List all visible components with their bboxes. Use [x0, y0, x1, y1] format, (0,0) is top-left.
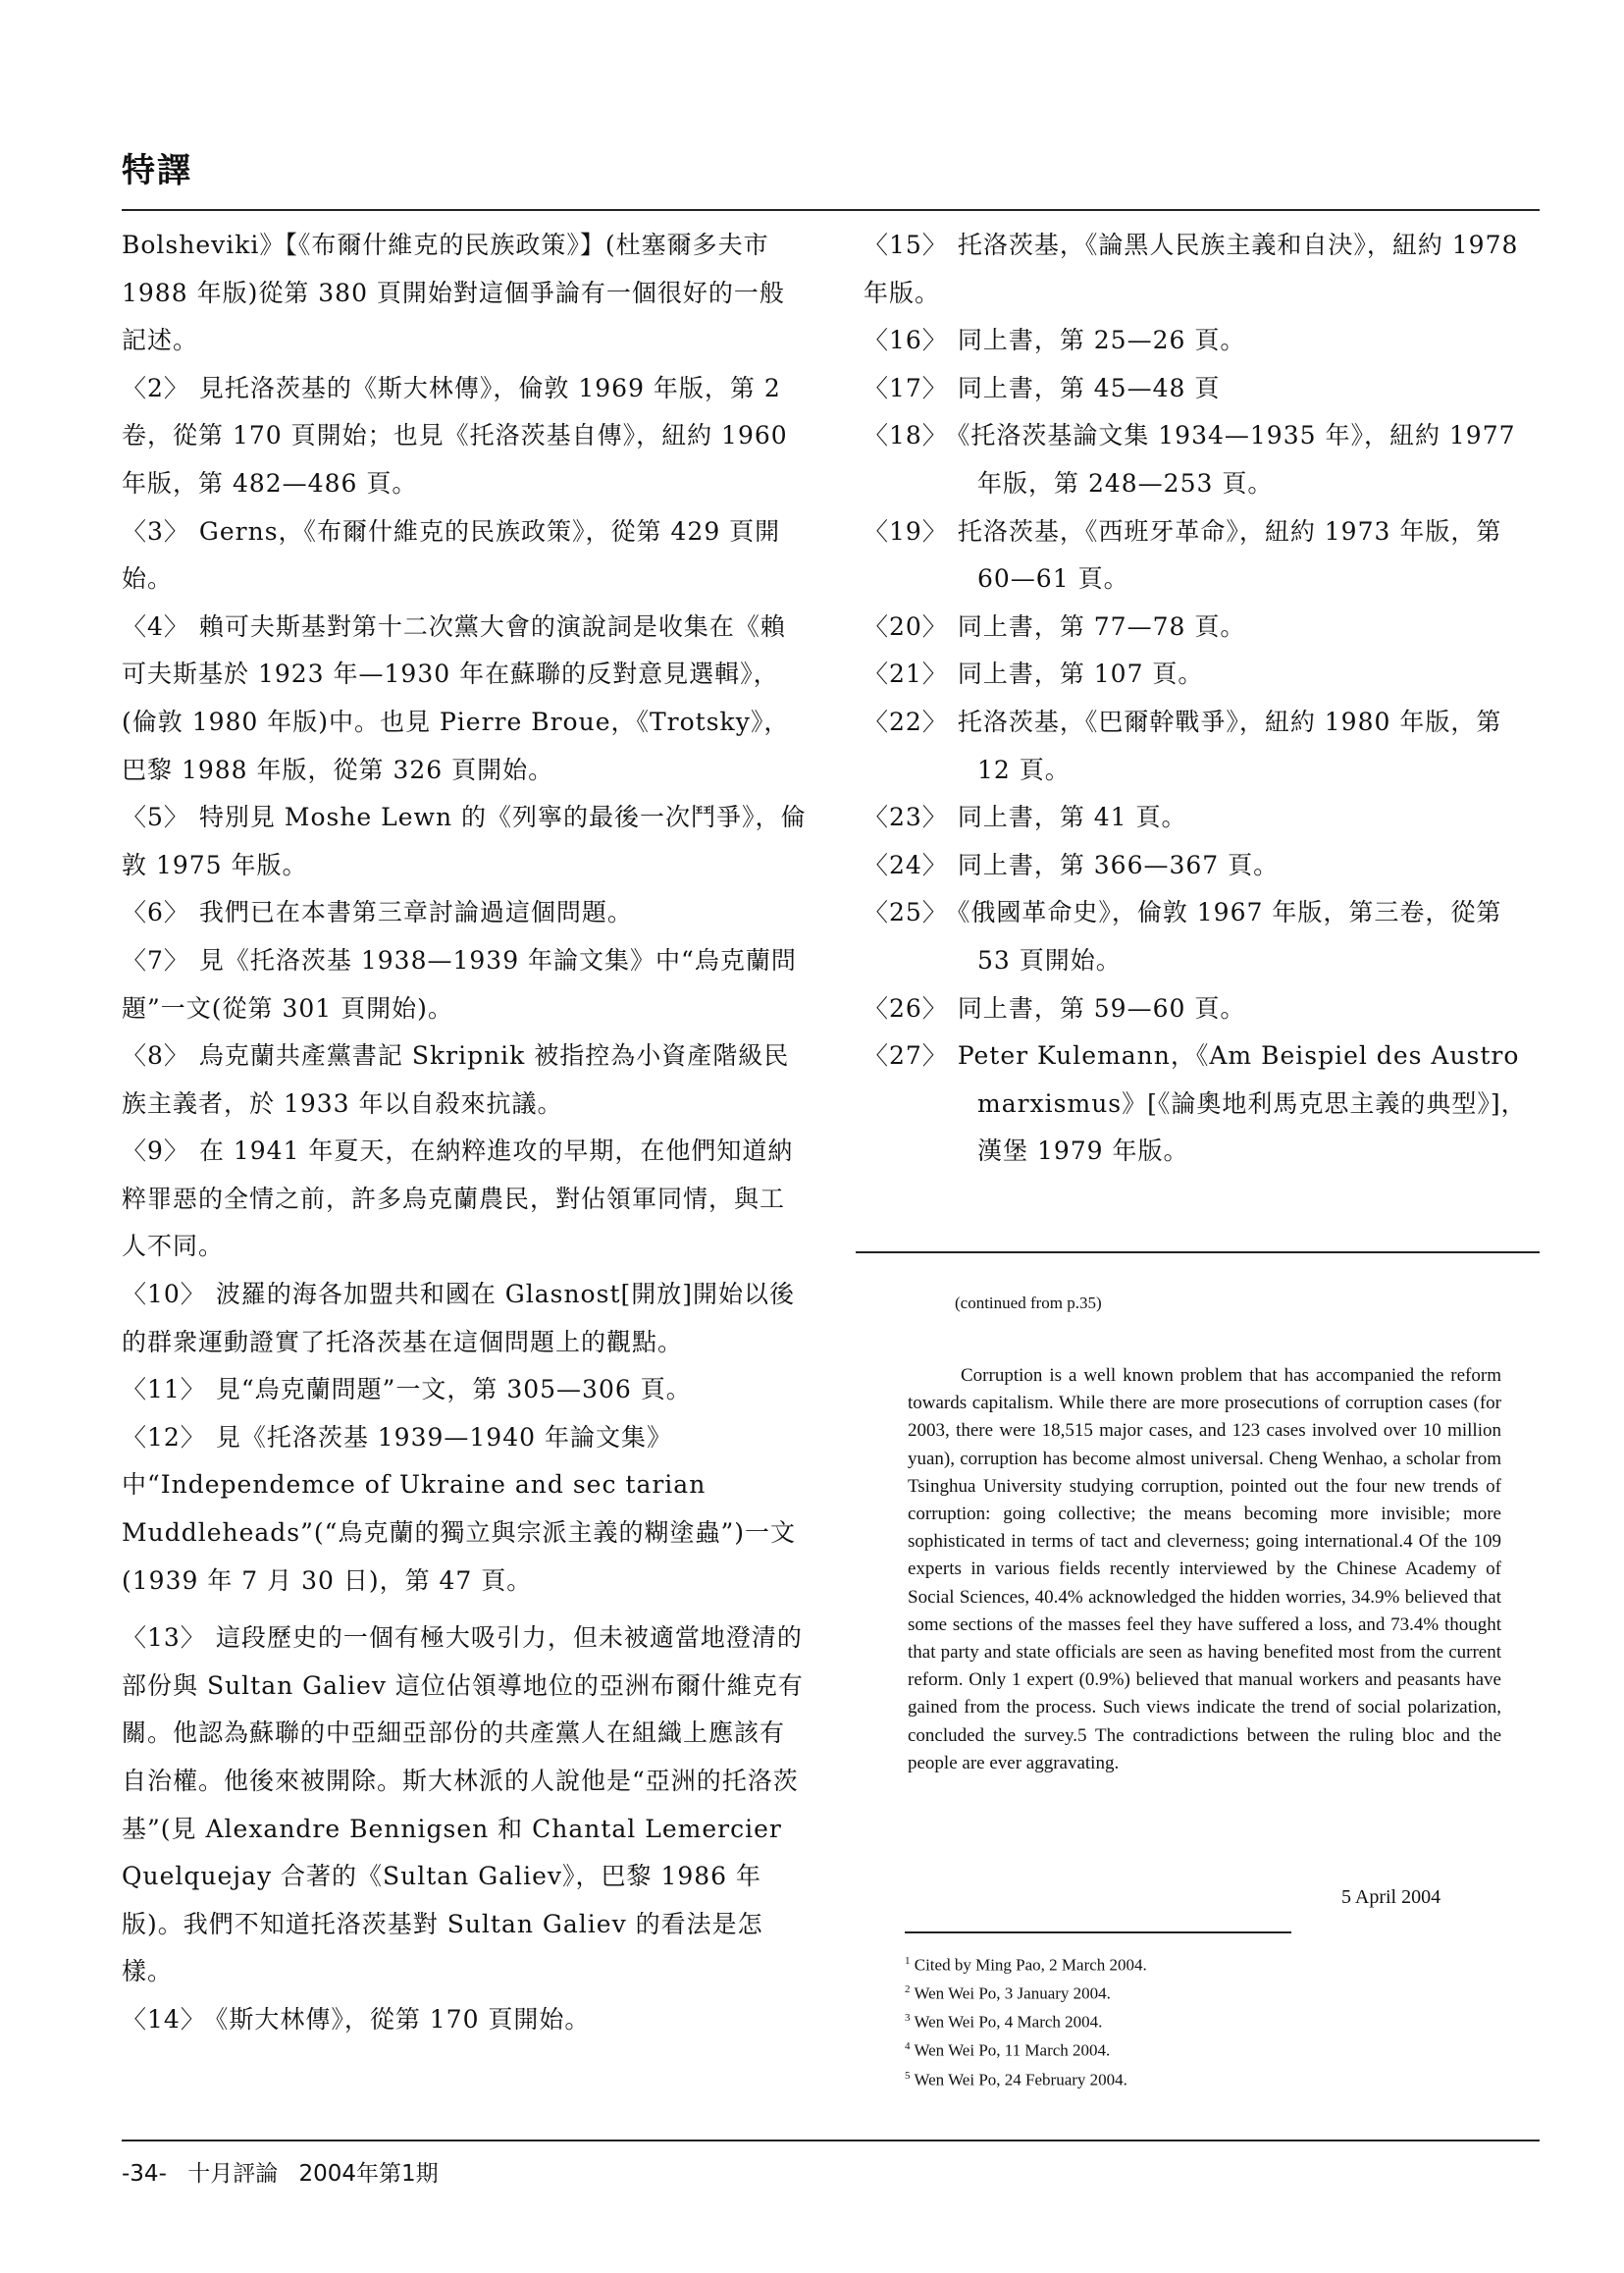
note-item	[122, 365, 809, 508]
note-item	[122, 1366, 809, 1414]
journal-name: 十月評論	[187, 2161, 279, 2187]
note-item	[122, 1996, 809, 2044]
note-item	[864, 604, 1531, 652]
note-item	[122, 604, 809, 794]
note-text: 《俄國革命史》，倫敦 1967 年版，第三卷，從第 53 頁開始。	[957, 898, 1502, 975]
note-text: 見《托洛茨基 1938—1939 年論文集》中“烏克蘭問題”一文(從第 301 頁開始)。	[122, 945, 797, 1023]
continued-note: (continued from p.35)	[955, 1294, 1102, 1312]
note-text: Gerns，《布爾什維克的民族政策》，從第 429 頁開始。	[122, 516, 781, 594]
note-text: 同上書，第 107 頁。	[957, 660, 1204, 689]
note-number: 〈16〉	[864, 326, 948, 355]
note-text: 波羅的海各加盟共和國在 Glasnost[開放]開始以後的群衆運動證實了托洛茨基在這個問題上的觀點。	[122, 1280, 795, 1356]
note-text: 見托洛茨基的《斯大林傳》，倫敦 1969 年版，第 2 卷，從第 170 頁開始；也見《托洛茨基自傳》，紐約 1960 年版，第 482—486 頁。	[122, 373, 788, 498]
note-text: 這段歷史的一個有極大吸引力，但未被適當地澄清的部份與 Sultan Galiev 這位佔領導地位的亞洲布爾什維克有關。他認為蘇聯的中亞細亞部份的共產黨人在組織上應該有自治權。他後來被開除。斯大林派的人說他是“亞洲的托洛茨基”(見 Alexandre Bennigsen 和 Chantal Lemercier Quelquejay 合著的《Sultan Galiev》，巴黎 1986 年版)。我們不知道托洛茨基對 Sultan Galiev 的看法是怎樣。	[122, 1623, 804, 1986]
note-item	[864, 317, 1531, 365]
english-article-body	[908, 1362, 1501, 1777]
note-text: 同上書，第 366—367 頁。	[957, 850, 1280, 879]
note-item	[122, 508, 809, 604]
note-item	[864, 699, 1531, 794]
note-text: 同上書，第 77—78 頁。	[957, 611, 1246, 641]
note-item	[122, 1032, 809, 1128]
note-number: 〈5〉	[122, 803, 189, 832]
footnote-marker: 4	[905, 2040, 911, 2053]
note-number: 〈18〉	[864, 421, 948, 450]
footer-divider	[122, 2140, 1540, 2141]
footnote-divider	[905, 1931, 1291, 1933]
footnote-text: Wen Wei Po, 4 March 2004.	[914, 2012, 1103, 2032]
note-number: 〈2〉	[122, 373, 189, 402]
note-number: 〈12〉	[122, 1422, 206, 1452]
note-number: 〈20〉	[864, 611, 948, 641]
note-number: 〈25〉	[864, 898, 948, 927]
note-number: 〈9〉	[122, 1136, 189, 1166]
footnote	[905, 1949, 1513, 1978]
note-text: 《托洛茨基論文集 1934—1935 年》，紐約 1977 年版，第 248—253 頁。	[957, 421, 1516, 498]
note-item	[122, 1128, 809, 1271]
note-number: 〈4〉	[122, 611, 189, 641]
note-text: 特別見 Moshe Lewn 的《列寧的最後一次鬥爭》，倫敦 1975 年版。	[122, 803, 807, 879]
note-number: 〈3〉	[122, 516, 189, 546]
note-text: 賴可夫斯基對第十二次黨大會的演說詞是收集在《賴可夫斯基於 1923 年—1930 年在蘇聯的反對意見選輯》，(倫敦 1980 年版)中。也見 Pierre Broue，《Trotsky》，巴黎 1988 年版，從第 326 頁開始。	[122, 611, 790, 784]
footnotes	[905, 1949, 1513, 2092]
note-item	[864, 985, 1531, 1033]
note-item	[122, 889, 809, 937]
note-item	[864, 365, 1531, 413]
page-number: -34-	[122, 2161, 167, 2187]
footnote-marker: 2	[905, 1983, 911, 1996]
journal-issue: 2004年第1期	[298, 2161, 439, 2187]
note-item	[864, 794, 1531, 842]
note-number: 〈14〉	[122, 2004, 206, 2034]
section-divider	[856, 1251, 1540, 1253]
note-item	[864, 412, 1531, 507]
notes-column-right	[864, 222, 1531, 1176]
footnote-text: Cited by Ming Pao, 2 March 2004.	[914, 1955, 1147, 1975]
note-item	[122, 937, 809, 1032]
note-text: Bolsheviki》【《布爾什維克的民族政策》】(杜塞爾多夫市 1988 年版)從第 380 頁開始對這個爭論有一個很好的一般記述。	[122, 231, 785, 355]
note-text: 同上書，第 59—60 頁。	[957, 993, 1246, 1023]
note-item	[122, 794, 809, 889]
note-text: 《斯大林傳》，從第 170 頁開始。	[215, 2004, 591, 2034]
english-paragraph: Corruption is a well known problem that has accompanied the reform towards capitalism. While there are more prosecutions of corruption cases (for 2003, there were 18,515 major cases, and 123 cases involved over 10 million yuan), corruption has become almost universal. Cheng Wenhao, a scholar from Tsinghua University studying corruption, pointed out the four new trends of corruption: going collective; the means becoming more invisible; more sophisticated in terms of tact and cleverness; going international.4 Of the 109 experts in various fields recently interviewed by the Chinese Academy of Social Sciences, 40.4% acknowledged the hidden worries, 34.9% believed that some sections of the masses feel they have suffered a loss, and 73.4% thought that party and state officials are seen as having benefited most from the current reform. Only 1 expert (0.9%) believed that manual workers and peasants have gained from the process. Such views indicate the trend of social polarization, concluded the survey.5 The contradictions between the ruling bloc and the people are ever aggravating.	[908, 1365, 1501, 1773]
note-text: 見“烏克蘭問題”一文，第 305—306 頁。	[215, 1375, 692, 1404]
note-text: 同上書，第 45—48 頁	[957, 373, 1221, 402]
note-item	[864, 889, 1531, 984]
footnote-text: Wen Wei Po, 11 March 2004.	[914, 2041, 1111, 2061]
note-text: 同上書，第 41 頁。	[957, 803, 1187, 832]
footnote-text: Wen Wei Po, 24 February 2004.	[914, 2070, 1127, 2089]
note-item	[122, 1414, 809, 1605]
note-number: 〈23〉	[864, 803, 948, 832]
footnote-marker: 1	[905, 1955, 911, 1967]
note-number: 〈19〉	[864, 516, 948, 546]
footnote-marker: 3	[905, 2012, 911, 2025]
note-text: 托洛茨基，《論黑人民族主義和自決》，紐約 1978 年版。	[864, 231, 1519, 307]
note-text: 同上書，第 25—26 頁。	[957, 326, 1246, 355]
note-number: 〈10〉	[122, 1280, 206, 1309]
notes-column-left	[122, 222, 809, 2044]
note-number: 〈15〉	[864, 231, 948, 259]
note-item	[864, 651, 1531, 699]
note-text: 見《托洛茨基 1939—1940 年論文集》中“Independemce of Ukraine and sec tarian Muddleheads”(“烏克蘭的獨立與宗派主義的糊塗蟲”)一文(1939 年 7 月 30 日)，第 47 頁。	[122, 1422, 796, 1595]
page-footer	[122, 2155, 452, 2188]
note-item	[122, 1614, 809, 1996]
note-number: 〈21〉	[864, 660, 948, 689]
note-text: 我們已在本書第三章討論過這個問題。	[198, 898, 633, 927]
note-number: 〈27〉	[864, 1041, 948, 1071]
footnote	[905, 1978, 1513, 2006]
footnote-text: Wen Wei Po, 3 January 2004.	[914, 1983, 1111, 2003]
footnote	[905, 2064, 1513, 2092]
note-number: 〈7〉	[122, 945, 189, 975]
note-number: 〈8〉	[122, 1041, 189, 1071]
section-title: 特譯	[122, 151, 192, 190]
note-number: 〈26〉	[864, 993, 948, 1023]
footnote-marker: 5	[905, 2069, 911, 2082]
note-text: 托洛茨基，《西班牙革命》，紐約 1973 年版，第 60—61 頁。	[957, 516, 1502, 594]
note-text: 在 1941 年夏天，在納粹進攻的早期，在他們知道納粹罪惡的全情之前，許多烏克蘭農民，對佔領軍同情，與工人不同。	[122, 1136, 794, 1261]
note-item	[122, 1271, 809, 1366]
note-text: 托洛茨基，《巴爾幹戰爭》，紐約 1980 年版，第 12 頁。	[957, 707, 1502, 784]
note-item	[864, 508, 1531, 604]
note-continuation	[122, 222, 809, 365]
note-text: Peter Kulemann，《Am Beispiel des Austro marxismus》[《論奧地利馬克思主義的典型》]，漢堡 1979 年版。	[957, 1041, 1527, 1166]
note-text: 烏克蘭共產黨書記 Skripnik 被指控為小資產階級民族主義者，於 1933 年以自殺來抗議。	[122, 1041, 790, 1118]
article-date: 5 April 2004	[1341, 1886, 1441, 1908]
note-number: 〈13〉	[122, 1623, 206, 1653]
note-item	[864, 222, 1531, 317]
note-item	[864, 1032, 1531, 1176]
note-number: 〈17〉	[864, 373, 948, 402]
note-number: 〈24〉	[864, 850, 948, 879]
header-divider	[122, 209, 1540, 211]
note-number: 〈6〉	[122, 898, 189, 927]
note-number: 〈22〉	[864, 707, 948, 736]
note-item	[864, 842, 1531, 890]
note-number: 〈11〉	[122, 1375, 206, 1404]
footnote	[905, 2006, 1513, 2035]
footnote	[905, 2035, 1513, 2063]
